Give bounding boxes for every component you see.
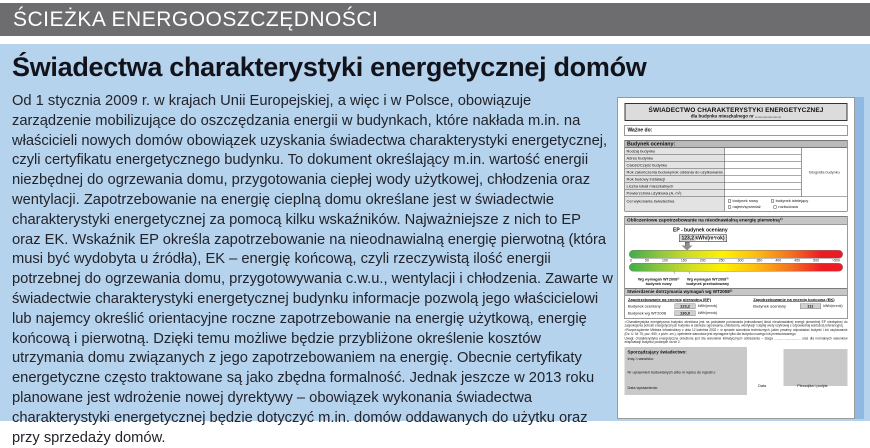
checkbox-icon: [728, 200, 731, 203]
tick-label: 400: [775, 259, 782, 263]
issuer-date-label: Data wystawienia:: [627, 385, 658, 391]
section-kicker-label: ŚCIEŻKA ENERGOOSZCZĘDNOŚCI: [13, 7, 379, 31]
tick-label: 500: [813, 259, 819, 263]
energy-scale-bar-bottom: [629, 263, 843, 272]
footnotes: [625, 321, 848, 345]
building-section-header: Budynek oceniany:: [625, 141, 847, 149]
row-label: Budynek wg WT2008: [628, 311, 667, 316]
checkbox-icon: [771, 200, 774, 203]
checkbox-icon: [728, 206, 731, 209]
table-row: [625, 169, 801, 176]
issuer-license-label: Nr uprawnień budowlanych albo nr wpisu do rejestru:: [627, 370, 716, 375]
table-row: [625, 190, 801, 197]
row-value-cell: [725, 176, 801, 183]
tick-label: 150: [680, 259, 687, 263]
purpose-option: [728, 204, 761, 210]
purpose-options-line: [728, 204, 844, 210]
building-table: [625, 148, 847, 197]
table-row: [625, 183, 801, 190]
purpose-row: [625, 197, 847, 212]
row-unit: kWh/(m²rok): [698, 304, 718, 308]
tick-label: 0: [630, 259, 632, 263]
section-kicker-bar: [0, 3, 870, 36]
tick-label: 350: [756, 259, 763, 263]
certificate-title-box: [625, 103, 848, 121]
certificate-title: ŚWIADECTWO CHARAKTERYSTYKI ENERGETYCZNEJ: [648, 106, 824, 114]
requirement-marker-labels: [638, 277, 843, 286]
row-value: 123,2: [675, 304, 696, 310]
building-section: [625, 140, 848, 212]
energy-scale-bar-top: [629, 250, 843, 259]
tick-label: 450: [794, 259, 801, 263]
table-row: [753, 304, 844, 310]
certificate-image: [617, 97, 855, 419]
page-title: Świadectwa charakterystyki energetycznej domów: [12, 52, 647, 82]
row-value: 130,0: [675, 311, 696, 317]
requirement-markers: [629, 272, 843, 278]
table-row: [628, 304, 753, 310]
arrow-up-icon: ↑: [688, 270, 691, 276]
compliance-ep-column: [628, 298, 753, 317]
column-header: Zapotrzebowanie na energię końcową (EK): [753, 297, 835, 302]
purpose-options: [725, 197, 847, 211]
row-value-cell: [725, 183, 801, 190]
table-row: [625, 176, 801, 183]
marker-label: [686, 277, 729, 286]
row-label: Rok budowy instalacji: [625, 176, 725, 183]
option-label: budynek nowy: [732, 198, 759, 203]
stamp-signature-label: Pieczątka i podpis: [797, 383, 828, 389]
checkbox-icon: [774, 206, 777, 209]
purpose-option: [774, 204, 798, 210]
arrow-down-icon: [682, 246, 693, 251]
purpose-label: Cel wykonania świadectwa: [625, 197, 725, 211]
row-value-cell: [725, 169, 801, 176]
tick-label: 50: [645, 259, 649, 263]
ep-scale-block: [625, 225, 848, 289]
marker-subtitle: budynek nowy: [645, 281, 672, 286]
row-label: Rok zakończenia budowy/rok oddania do użytkowania: [625, 169, 725, 176]
certificate-subtitle: dla budynku mieszkalnego nr .....................: [690, 113, 782, 119]
option-label: budynek istniejący: [775, 198, 809, 203]
compliance-ek-column: [753, 298, 844, 317]
issuer-header: Sporządzający świadectwo:: [627, 349, 687, 355]
issuer-section: [625, 347, 848, 395]
stamp-area: [756, 347, 847, 395]
row-label: Liczba lokali mieszkalnych: [625, 183, 725, 190]
table-row: [628, 311, 753, 317]
row-label: Adres budynku: [625, 155, 725, 162]
certificate-content: [618, 98, 854, 418]
row-unit: kWh/(m²rok): [698, 311, 718, 315]
table-row: [625, 148, 801, 155]
issuer-name-label: Imię i nazwisko:: [627, 356, 654, 362]
ep-scale-title: EP - budynek oceniany: [673, 227, 728, 233]
stamp-box: [784, 349, 848, 386]
footnote: ¹⁾Charakterystyka energetyczna budynku określona jest na podstawie porównania jednostkowej ilości nieodnawialnej energii pierwotnej EP niezbędnej do zaspokojenia potrzeb energetycznych budynku w zakresie ogrzewania, chłodzenia, wentylacji i ciepłej wody użytkowej z odpowiednią wartością referencyjną.: [624, 320, 848, 328]
option-label: najem/sprzedaż: [732, 204, 761, 209]
tick-label: 100: [661, 259, 668, 263]
row-label: Całość/Część budynku: [625, 162, 725, 169]
marker-label: [638, 277, 679, 286]
footnote: Uwagi: charakterystyka energetyczna określona jest dla warunków klimatycznych odniesienia – stacja .............................. oraz dla normalnych warunków eksploatacji budynku podanych na str 2.: [624, 336, 848, 345]
marker-title: Wg wymagań WT2008¹⁾: [638, 277, 680, 282]
table-row: [625, 162, 801, 169]
ep-value-box: [679, 235, 727, 243]
row-unit: kWh/(m²rok): [823, 304, 843, 308]
row-value: 111: [800, 304, 821, 310]
footnote: ²⁾Rozporządzenie Ministra Infrastruktury z dnia 12 kwietnia 2002 r. w sprawie warunków technicznych, jakim powinny odpowiadać budynki i ich usytuowanie (Dz. U. Nr 75, poz. 690, z późn. zm.), spełnienie warunków jest wymagane tylko dla budynku nowego lub przebudowanego.: [624, 328, 848, 336]
building-photo-label: fotografia budynku: [808, 170, 840, 175]
building-rows: [625, 148, 801, 197]
ep-value: 123,2: [681, 235, 695, 241]
compliance-header: Stwierdzenie dotrzymania wymagań wg WT2008³⁾: [625, 289, 848, 296]
row-label: Powierzchnia użytkowa (A, m²): [625, 190, 725, 197]
certificate-shadow-stripe: [855, 97, 864, 419]
option-label: rozbudowa: [778, 204, 798, 209]
column-header: Zapotrzebowanie na energię pierwotną (EP): [628, 297, 711, 302]
table-row: [625, 155, 801, 162]
building-photo-placeholder: [801, 148, 847, 197]
row-label: Budynek oceniany: [753, 304, 786, 309]
marker-subtitle: budynek przebudowany: [686, 281, 730, 286]
compliance-table: [625, 296, 848, 320]
article-body-text: Od 1 stycznia 2009 r. w krajach Unii Europejskiej, a więc i w Polsce, obowiązuje zarządzenie mobilizujące do oszczędzania energii w budynkach, które nakłada m.in. na właścicieli nowych domów obowiązek uzyskania świadectwa charakterystyki energetycznej, czyli certyfikatu energetycznego budynku. To dokument określający m.in. wartość energii niezbędnej do ogrzewania domu, przygotowania ciepłej wody użytkowej, chłodzenia oraz wentylacji. Zapotrzebowanie na energię cieplną domu określane jest w świadectwie charakterystyki energetycznej za pomocą kilku wskaźników. Najważniejsze z nich to EP oraz EK. Wskaźnik EP określa zapotrzebowanie na nieodnawialną energię pierwotną (która musi być wydobyta u źródła), EK – energię końcową, czyli rzeczywistą ilość energii potrzebnej do ogrzewania domu, przygotowywania c.w.u., wentylacji i chłodzenia. Zawarte w świadectwie charakterystyki energetycznej budynku informacje pozwolą jego właścicielowi lub najemcy określić orientacyjne roczne zapotrzebowanie na energię użytkową, energię końcową i pierwotną. Dzięki temu możliwe będzie przybliżone określenie kosztów utrzymania domu związanych z jego zapotrzebowaniem na energię. Obecnie certyfikaty energetyczne często traktowane są jako zbędna formalność. Jednak jeszcze w 2013 roku planowane jest wdrożenie nowej dyrektywy – obowiązek wykonania świadectwa charakterystyki energetycznej będzie dotyczyć m.in. domów oddawanych do użytku oraz przy sprzedaży domów.: [12, 93, 613, 446]
tick-label: 300: [737, 259, 744, 263]
tick-label: >500: [832, 259, 840, 263]
arrow-up-icon: ↑: [673, 270, 676, 276]
row-label: Rodzaj budynku: [625, 148, 725, 155]
valid-until-field: Ważne do:: [625, 125, 848, 136]
tick-label: 250: [718, 259, 725, 263]
row-value-cell: [725, 190, 801, 197]
date-label: Data: [758, 383, 767, 389]
row-value-cell: [725, 148, 801, 155]
row-value-cell: [725, 155, 801, 162]
ep-section-header: Obliczeniowe zapotrzebowanie na nieodnawialną energię pierwotną¹⁾: [625, 216, 848, 225]
row-label: Budynek oceniany: [628, 304, 661, 309]
issuer-box: [625, 347, 748, 395]
ep-unit: kWh/(m²rok): [695, 235, 725, 241]
marker-title: Wg wymagań WT2008²⁾: [687, 277, 729, 282]
ep-marker-arrow: [629, 242, 843, 250]
row-value-cell: [725, 162, 801, 169]
tick-label: 200: [699, 259, 706, 263]
